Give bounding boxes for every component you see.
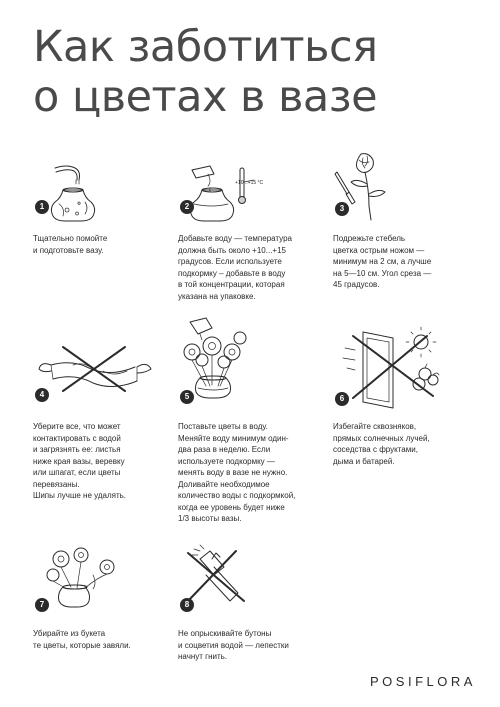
step-text: Добавьте воду — температура должна быть около +10...+15 градусов. Если используете подкормку – добавьте в воду в той концентрации, которая указана на упаковке. [178,234,292,301]
step-number: 4 [35,388,49,402]
step-text: Не опрыскивайте бутоны и соцветия водой — лепестки начнут гнить. [178,629,289,661]
knife-stem-icon [333,150,473,230]
step-4 [33,335,183,505]
step-5 [178,318,328,528]
step-3 [333,150,483,300]
title-line-1: Как заботиться [33,22,378,72]
step-8 [178,545,328,675]
vase-washing-icon [33,160,173,230]
crossed-spray-icon [178,545,318,615]
thermometer-label: +10...+15 °C [235,180,264,186]
bouquet-vase-icon [178,318,318,408]
page-title [33,22,473,122]
step-number: 1 [35,200,49,214]
step-number: 6 [335,392,349,406]
title-line-2: о цветах в вазе [33,72,378,122]
step-text: Поставьте цветы в воду. Меняйте воду минимум один- два раза в неделю. Если используете подкормку — менять воду в вазе не нужно. Доливайте необходимое количество воды с подкормкой, когда ее уровень будет ниже 1/3 высоты вазы. [178,422,296,523]
step-text: Подрежьте стебель цветка острым ножом — минимум на 2 см, а лучше на 5—10 см. Угол среза — 45 градусов. [333,234,432,289]
step-number: 7 [35,598,49,612]
step-text: Избегайте сквозняков, прямых солнечных лучей, соседства с фруктами, дыма и батарей. [333,422,430,466]
step-number: 8 [180,598,194,612]
step-number: 5 [180,390,194,404]
water-thermometer-icon [178,160,318,230]
step-number: 3 [335,202,349,216]
step-7 [33,545,183,655]
step-text: Убирайте из букета те цветы, которые завяли. [33,629,131,650]
step-6 [333,328,483,468]
step-number: 2 [180,200,194,214]
brand-logo: POSIFLORA [370,674,476,689]
step-1 [33,160,183,270]
wilted-flowers-vase-icon [33,545,173,615]
step-text: Тщательно помойте и подготовьте вазу. [33,234,108,255]
step-text: Уберите все, что может контактировать с водой и загрязнять ее: листья ниже края вазы, веревку или шпагат, если цветы перевязаны. Шипы лучше не удалять. [33,422,127,500]
crossed-ribbon-icon [33,335,173,405]
crossed-window-sun-fruit-icon [333,328,473,418]
step-2 [178,160,328,310]
